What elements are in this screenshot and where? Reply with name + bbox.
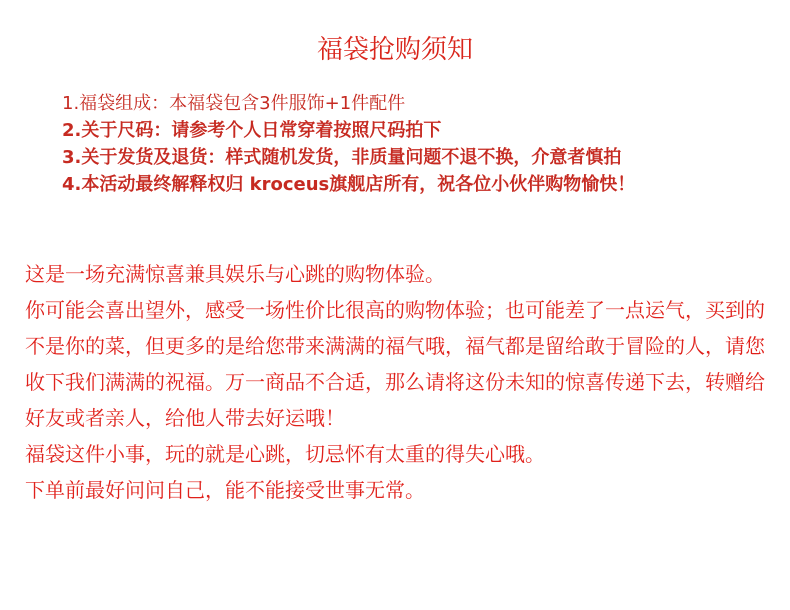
description-paragraph: 福袋这件小事，玩的就是心跳，切忌怀有太重的得失心哦。: [25, 442, 545, 466]
description-body: [25, 256, 770, 508]
rule-item-final-interpretation: 4.本活动最终解释权归 kroceus旗舰店所有，祝各位小伙伴购物愉快！: [62, 174, 636, 195]
rules-list: [62, 90, 762, 198]
rule-item-composition: 1.福袋组成：本福袋包含3件服饰+1件配件: [62, 93, 406, 114]
page-title: 福袋抢购须知: [316, 35, 473, 65]
rule-item-size: 2.关于尺码：请参考个人日常穿着按照尺码拍下: [62, 120, 442, 141]
description-paragraph: 这是一场充满惊喜兼具娱乐与心跳的购物体验。: [25, 262, 445, 286]
description-paragraph: 你可能会喜出望外，感受一场性价比很高的购物体验；也可能差了一点运气，买到的不是你的菜，但更多的是给您带来满满的福气哦，福气都是留给敢于冒险的人，请您收下我们满满的祝福。万一商品不合适，那么请将这份未知的惊喜传递下去，转赠给好友或者亲人，给他人带去好运哦！: [25, 298, 765, 430]
description-paragraph: 下单前最好问问自己，能不能接受世事无常。: [25, 478, 425, 502]
rule-item-shipping-returns: 3.关于发货及退货：样式随机发货，非质量问题不退不换，介意者慎拍: [62, 147, 622, 168]
